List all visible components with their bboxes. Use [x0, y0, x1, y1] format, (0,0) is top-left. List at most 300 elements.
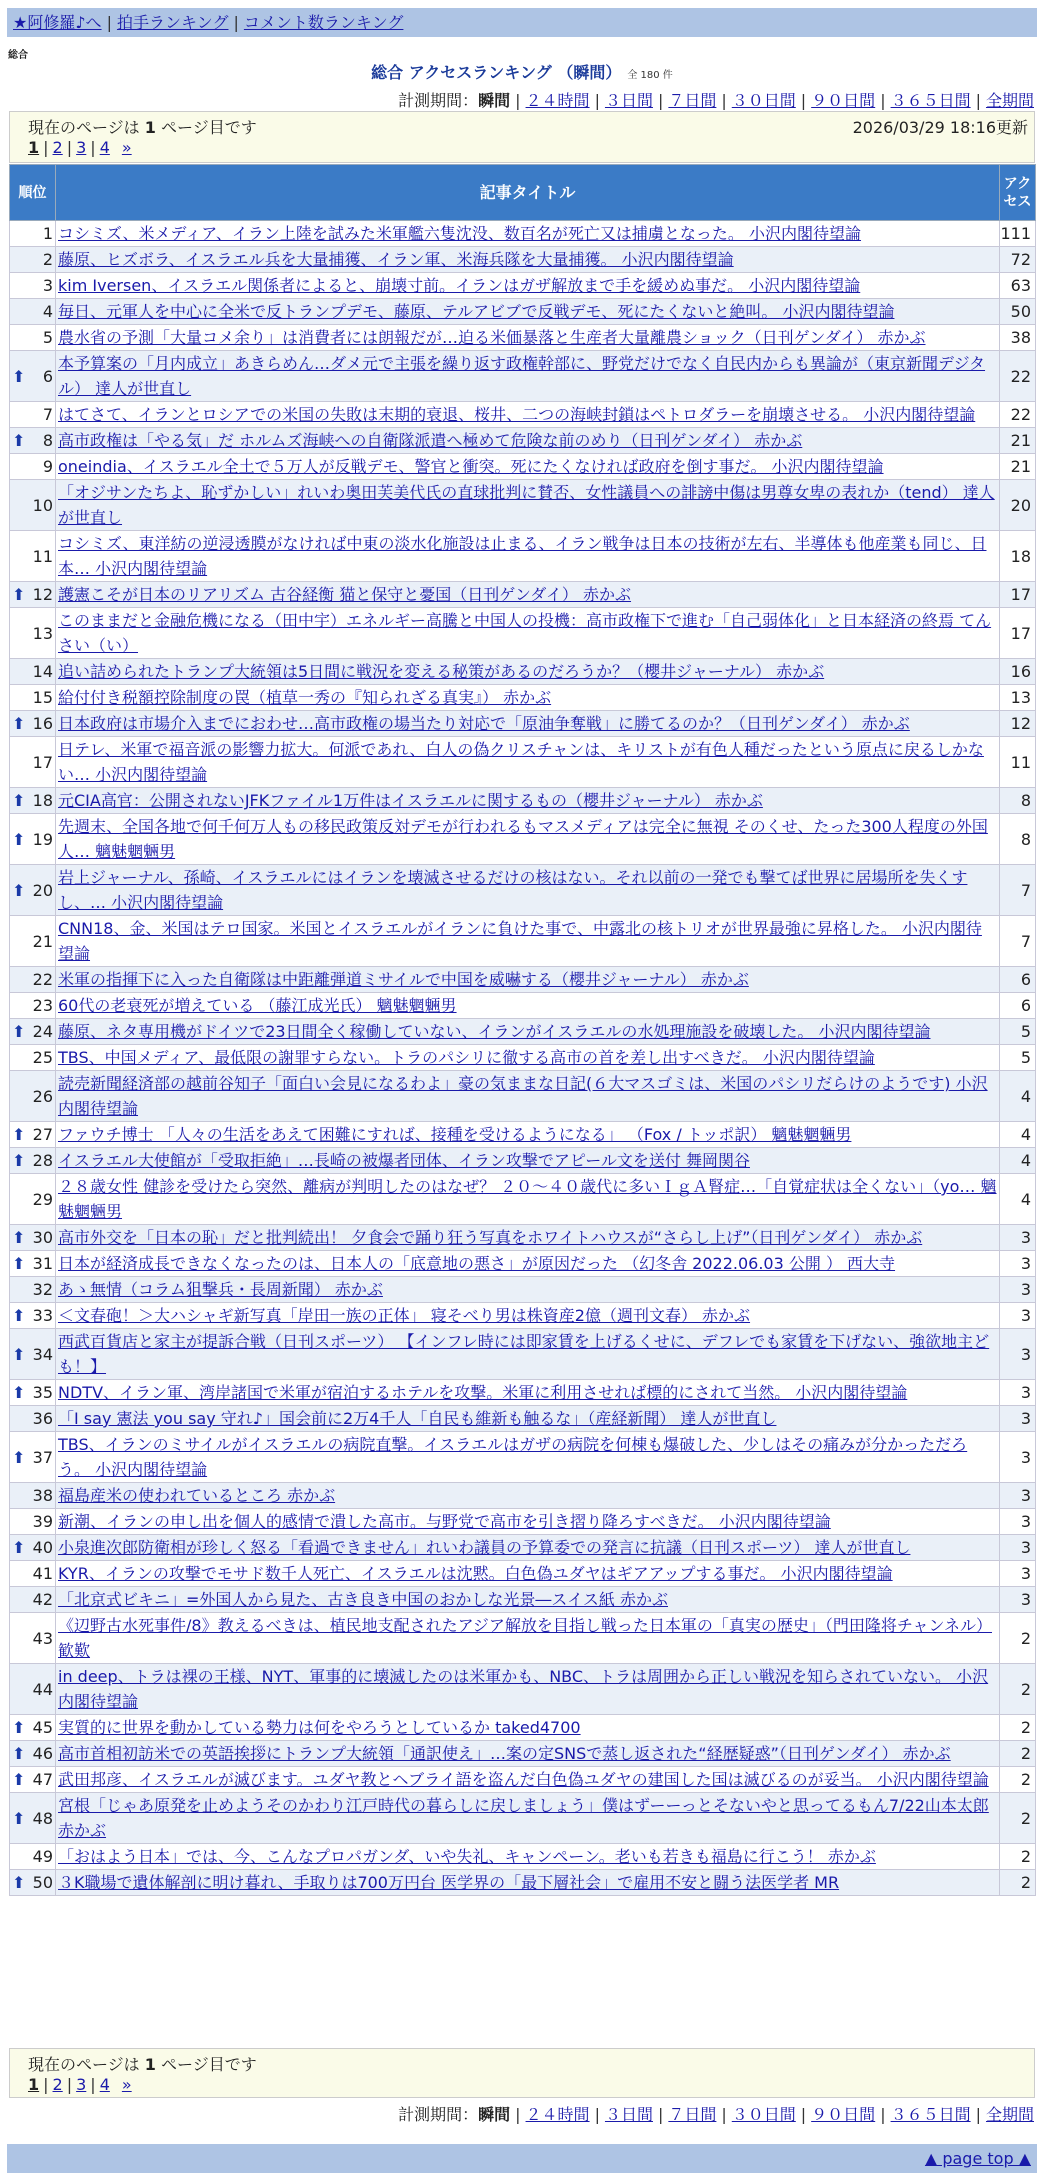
rank-number: 9 — [42, 457, 53, 476]
rank-up-arrow-icon: ⬆ — [12, 1383, 26, 1402]
title-cell — [56, 531, 1000, 582]
article-title-link[interactable]: KYR、イランの攻撃でモサド数千人死亡、イスラエルは沈黙。白色偽ユダヤはギアアップする事だ。 小沢内閣待望論 — [58, 1564, 893, 1583]
table-row — [10, 1225, 1036, 1251]
rank-cell — [10, 1613, 56, 1664]
rank-number: 42 — [32, 1590, 53, 1609]
access-count: 21 — [1000, 454, 1036, 480]
title-cell — [56, 1303, 1000, 1329]
table-row — [10, 325, 1036, 351]
rank-cell — [10, 273, 56, 299]
top-nav-bar — [7, 8, 1037, 37]
table-row — [10, 916, 1036, 967]
updated-timestamp: 2026/03/29 18:16更新 — [852, 118, 1028, 137]
article-title-link[interactable]: 日テレ、米軍で福音派の影響力拡大。何派であれ、白人の偽クリスチャンは、キリストが有色人種だったという原点に戻るしかない… 小沢内閣待望論 — [58, 740, 984, 784]
page-status-number: 1 — [144, 118, 156, 137]
rank-cell — [10, 1844, 56, 1870]
rank-cell — [10, 1483, 56, 1509]
title-cell — [56, 1045, 1000, 1071]
total-count: 全 180 件 — [627, 70, 673, 81]
period-30d-link[interactable]: ３０日間 — [731, 2105, 796, 2124]
table-row — [10, 1174, 1036, 1225]
rank-number: 14 — [32, 662, 53, 681]
table-row — [10, 247, 1036, 273]
article-title-link[interactable]: 「北京式ビキニ」=外国人から見た、古き良き中国のおかしな光景―スイス紙 赤かぶ — [58, 1590, 669, 1609]
table-row — [10, 1406, 1036, 1432]
table-row — [10, 1380, 1036, 1406]
article-title-link[interactable]: イスラエル大使館が「受取拒絶」…長崎の被爆者団体、イラン攻撃でアピール文を送付 舞岡関谷 — [58, 1151, 750, 1170]
page-separator: | — [43, 2075, 49, 2094]
rank-cell — [10, 582, 56, 608]
access-count: 8 — [1000, 788, 1036, 814]
period-90d-link[interactable]: ９０日間 — [811, 91, 876, 110]
access-count: 63 — [1000, 273, 1036, 299]
rank-number: 45 — [32, 1718, 53, 1737]
article-title-link[interactable]: 読売新聞経済部の越前谷知子「面白い会見になるわよ」豪の気ままな日記(６大マスゴミは、米国のパシリだらけのようです) 小沢内閣待望論 — [58, 1074, 988, 1118]
access-count: 3 — [1000, 1277, 1036, 1303]
rank-cell — [10, 1019, 56, 1045]
rank-cell — [10, 1122, 56, 1148]
article-title-link[interactable]: 毎日、元軍人を中心に全米で反トランプデモ、藤原、テルアビブで反戦デモ、死にたくないと絶叫。 小沢内閣待望論 — [58, 302, 895, 321]
title-cell — [56, 993, 1000, 1019]
footer-bar — [7, 2144, 1037, 2173]
rank-cell — [10, 299, 56, 325]
rank-number: 37 — [32, 1447, 53, 1467]
title-cell — [56, 916, 1000, 967]
rank-up-arrow-icon: ⬆ — [12, 1344, 26, 1364]
period-selector-top — [398, 88, 1034, 111]
title-cell — [56, 1767, 1000, 1793]
title-cell — [56, 737, 1000, 788]
rank-cell — [10, 1870, 56, 1896]
period-label: 計測期間： — [398, 2105, 479, 2124]
period-separator: | — [880, 2105, 886, 2124]
rank-number: 33 — [32, 1306, 53, 1325]
title-cell — [56, 1613, 1000, 1664]
period-separator: | — [594, 2105, 600, 2124]
period-separator: | — [721, 2105, 727, 2124]
page-next-link[interactable]: » — [121, 138, 132, 157]
rank-number: 41 — [32, 1564, 53, 1583]
rank-number: 47 — [32, 1770, 53, 1789]
article-title-link[interactable]: oneindia、イスラエル全土で５万人が反戦デモ、警官と衝突。死にたくなければ政府を倒す事だ。 小沢内閣待望論 — [58, 457, 884, 476]
period-all-link[interactable]: 全期間 — [985, 2105, 1034, 2124]
rank-up-arrow-icon: ⬆ — [12, 829, 26, 849]
rank-cell — [10, 1174, 56, 1225]
access-count: 111 — [1000, 221, 1036, 247]
title-cell — [56, 865, 1000, 916]
title-cell — [56, 1071, 1000, 1122]
rank-number: 34 — [32, 1344, 53, 1364]
rank-number: 24 — [32, 1022, 53, 1041]
rank-cell — [10, 1148, 56, 1174]
rank-up-arrow-icon: ⬆ — [12, 1873, 26, 1892]
page-status-suffix: ページ目です — [155, 2055, 257, 2074]
rank-number: 8 — [42, 431, 53, 450]
rank-cell — [10, 1303, 56, 1329]
table-row — [10, 1715, 1036, 1741]
period-7d-link[interactable]: ７日間 — [668, 91, 717, 110]
period-separator: | — [880, 91, 886, 110]
access-count: 2 — [1000, 1741, 1036, 1767]
rank-up-arrow-icon: ⬆ — [12, 1022, 26, 1041]
article-title-link[interactable]: あゝ無情（コラム狙撃兵・長周新聞） 赤かぶ — [58, 1280, 383, 1299]
rank-cell — [10, 711, 56, 737]
table-row — [10, 273, 1036, 299]
article-title-link[interactable]: 米軍の指揮下に入った自衛隊は中距離弾道ミサイルで中国を威嚇する（櫻井ジャーナル） 赤かぶ — [58, 970, 749, 989]
rank-number: 49 — [32, 1847, 53, 1866]
pager-top — [9, 111, 1035, 163]
nav-separator: | — [233, 13, 239, 32]
period-3d-link[interactable]: ３日間 — [604, 2105, 653, 2124]
title-cell — [56, 1561, 1000, 1587]
table-row — [10, 1071, 1036, 1122]
rank-number: 3 — [42, 276, 53, 295]
access-count: 7 — [1000, 865, 1036, 916]
article-title-link[interactable]: 元CIA高官：公開されないJFKファイル1万件はイスラエルに関するもの（櫻井ジャーナル） 赤かぶ — [58, 791, 763, 810]
rank-cell — [10, 221, 56, 247]
table-row — [10, 1122, 1036, 1148]
title-cell — [56, 428, 1000, 454]
page-status-prefix: 現在のページは — [28, 118, 145, 137]
article-title-link[interactable]: 藤原、ヒズボラ、イスラエル兵を大量捕獲、イラン軍、米海兵隊を大量捕獲。 小沢内閣待望論 — [58, 250, 734, 269]
article-title-link[interactable]: 追い詰められたトランプ大統領は5日間に戦況を変える秘策があるのだろうか？（櫻井ジャーナル） 赤かぶ — [58, 662, 825, 681]
article-title-link[interactable]: 60代の老衰死が増えている （藤江成光氏） 魑魅魍魎男 — [58, 996, 457, 1015]
rank-up-arrow-icon: ⬆ — [12, 1718, 26, 1737]
period-separator: | — [975, 2105, 981, 2124]
page-title-text: 総合 アクセスランキング （瞬間） — [371, 63, 622, 82]
period-all-link[interactable]: 全期間 — [985, 91, 1034, 110]
article-title-link[interactable]: 「おはよう日本」では、今、こんなプロパガンダ、いや失礼、キャンペーン。老いも若きも福島に行こう！ 赤かぶ — [58, 1847, 876, 1866]
rank-cell — [10, 737, 56, 788]
period-365d-link[interactable]: ３６５日間 — [890, 91, 971, 110]
title-cell — [56, 1225, 1000, 1251]
article-title-link[interactable]: ２８歳女性 健診を受けたら突然、離病が判明したのはなぜ？ ２０～４０歳代に多いＩｇＡ腎症…「自覚症状は全くない」（yo… 魑魅魍魎男 — [58, 1177, 997, 1221]
rank-cell — [10, 1225, 56, 1251]
article-title-link[interactable]: CNN18、金、米国はテロ国家。米国とイスラエルがイランに負けた事で、中露北の核トリオが世界最強に昇格した。 小沢内閣待望論 — [58, 919, 982, 963]
page-link-4[interactable]: 4 — [99, 2075, 110, 2094]
table-row — [10, 1251, 1036, 1277]
table-row — [10, 685, 1036, 711]
nav-clap-ranking-link[interactable]: 拍手ランキング — [116, 13, 229, 32]
rank-up-arrow-icon: ⬆ — [12, 791, 26, 810]
article-title-link[interactable]: kim Iversen、イスラエル関係者によると、崩壊寸前。イランはガザ解放まで手を緩めぬ事だ。 小沢内閣待望論 — [58, 276, 861, 295]
rank-number: 19 — [32, 829, 53, 849]
table-row — [10, 454, 1036, 480]
article-title-link[interactable]: 実質的に世界を動かしている勢力は何をやろうとしているか taked4700 — [58, 1718, 581, 1737]
table-row — [10, 221, 1036, 247]
table-row — [10, 865, 1036, 916]
period-24h-link[interactable]: ２４時間 — [525, 2105, 590, 2124]
rank-number: 13 — [32, 623, 53, 643]
rank-up-arrow-icon: ⬆ — [12, 1306, 26, 1325]
table-row — [10, 993, 1036, 1019]
nav-home-link[interactable]: ★阿修羅♪へ — [13, 13, 102, 32]
rank-number: 31 — [32, 1254, 53, 1273]
rank-cell — [10, 1767, 56, 1793]
access-count: 3 — [1000, 1225, 1036, 1251]
rank-up-arrow-icon: ⬆ — [12, 714, 26, 733]
period-7d-link[interactable]: ７日間 — [668, 2105, 717, 2124]
title-cell — [56, 325, 1000, 351]
rank-number: 32 — [32, 1280, 53, 1299]
rank-number: 15 — [32, 688, 53, 707]
table-row — [10, 1793, 1036, 1844]
rank-number: 21 — [32, 931, 53, 951]
article-title-link[interactable]: 農水省の予測「大量コメ余り」は消費者には朗報だが…迫る米価暴落と生産者大量離農ショック（日刊ゲンダイ） 赤かぶ — [58, 328, 926, 347]
title-cell — [56, 1741, 1000, 1767]
article-title-link[interactable]: ファウチ博士 「人々の生活をあえて困難にすれば、接種を受けるようになる」 （Fox / トッポ訳） 魑魅魍魎男 — [58, 1125, 852, 1144]
title-cell — [56, 1793, 1000, 1844]
table-row — [10, 1613, 1036, 1664]
page-status — [28, 2052, 257, 2075]
period-separator: | — [515, 2105, 521, 2124]
rank-cell — [10, 325, 56, 351]
table-row — [10, 402, 1036, 428]
rank-up-arrow-icon: ⬆ — [12, 1254, 26, 1273]
period-30d-link[interactable]: ３０日間 — [731, 91, 796, 110]
article-title-link[interactable]: 日本が経済成長できなくなったのは、日本人の「底意地の悪さ」が原因だった （幻冬舎 2022.06.03 公開 ） 西大寺 — [58, 1254, 896, 1273]
article-title-link[interactable]: 先週末、全国各地で何千何万人もの移民政策反対デモが行われるもマスメディアは完全に無視 そのくせ、たった300人程度の外国人… 魑魅魍魎男 — [58, 817, 988, 861]
rank-number: 16 — [32, 714, 53, 733]
period-label: 計測期間： — [398, 91, 479, 110]
access-count: 4 — [1000, 1148, 1036, 1174]
access-count: 21 — [1000, 428, 1036, 454]
rank-number: 17 — [32, 752, 53, 772]
article-title-link[interactable]: ３K職場で遺体解剖に明け暮れ、手取りは700万円台 医学界の「最下層社会」で雇用不安と闘う法医学者 MR — [58, 1873, 840, 1892]
access-count: 13 — [1000, 685, 1036, 711]
article-title-link[interactable]: NDTV、イラン軍、湾岸諸国で米軍が宿泊するホテルを攻撃。米軍に利用させれば標的にされて当然。 小沢内閣待望論 — [58, 1383, 908, 1402]
page-separator: | — [66, 2075, 73, 2094]
access-count: 3 — [1000, 1535, 1036, 1561]
rank-number: 18 — [32, 791, 53, 810]
period-365d-link[interactable]: ３６５日間 — [890, 2105, 971, 2124]
nav-comment-ranking-link[interactable]: コメント数ランキング — [243, 13, 404, 32]
article-title-link[interactable]: in deep、トラは裸の王様、NYT、軍事的に壊滅したのは米軍かも、NBC、トラは周囲から正しい戦況を知らされていない。 小沢内閣待望論 — [58, 1667, 989, 1711]
period-separator: | — [975, 91, 981, 110]
table-row — [10, 351, 1036, 402]
table-row — [10, 1664, 1036, 1715]
rank-cell — [10, 1561, 56, 1587]
article-title-link[interactable]: TBS、中国メディア、最低限の謝罪すらない。トラのパシリに徹する高市の首を差し出すべきだ。 小沢内閣待望論 — [58, 1048, 875, 1067]
article-title-link[interactable]: 宮根「じゃあ原発を止めようそのかわり江戸時代の暮らしに戻しましょう」僕はずーーっとそないやと思ってるもん7/22山本太郎 赤かぶ — [58, 1796, 989, 1840]
access-count: 8 — [1000, 814, 1036, 865]
table-row — [10, 1587, 1036, 1613]
rank-cell — [10, 428, 56, 454]
rank-number: 4 — [42, 302, 53, 321]
article-title-link[interactable]: 藤原、ネタ専用機がドイツで23日間全く稼働していない、イランがイスラエルの水処理施設を破壊した。 小沢内閣待望論 — [58, 1022, 931, 1041]
rank-up-arrow-icon: ⬆ — [12, 431, 26, 450]
period-separator: | — [594, 91, 600, 110]
ranking-table — [9, 164, 1036, 1896]
article-title-link[interactable]: このままだと金融危機になる（田中宇）エネルギー高騰と中国人の投機：高市政権下で進む「自己弱体化」と日本経済の終焉 てんさい（い） — [58, 611, 992, 655]
access-count: 3 — [1000, 1561, 1036, 1587]
article-title-link[interactable]: 「オジサンたちよ、恥ずかしい」れいわ奥田芙美代氏の直球批判に賛否、女性議員への誹謗中傷は男尊女卑の表れか（tend） 達人が世直し — [58, 483, 995, 527]
access-count: 2 — [1000, 1664, 1036, 1715]
period-separator: | — [657, 91, 664, 110]
page-separator: | — [90, 138, 96, 157]
article-title-link[interactable]: 小泉進次郎防衛相が珍しく怒る「看過できません」れいわ議員の予算委での発言に抗議（日刊スポーツ） 達人が世直し — [58, 1538, 911, 1557]
table-row — [10, 582, 1036, 608]
table-row — [10, 1045, 1036, 1071]
article-title-link[interactable]: 給付付き税額控除制度の罠（植草一秀の『知られざる真実』） 赤かぶ — [58, 688, 552, 707]
period-separator: | — [721, 91, 727, 110]
table-row — [10, 659, 1036, 685]
access-count: 2 — [1000, 1870, 1036, 1896]
title-cell — [56, 711, 1000, 737]
access-count: 3 — [1000, 1380, 1036, 1406]
table-row — [10, 1561, 1036, 1587]
table-row — [10, 1741, 1036, 1767]
title-cell — [56, 247, 1000, 273]
table-row — [10, 1535, 1036, 1561]
access-count: 3 — [1000, 1432, 1036, 1483]
period-24h-link[interactable]: ２４時間 — [525, 91, 590, 110]
rank-number: 2 — [42, 250, 53, 269]
rank-cell — [10, 1329, 56, 1380]
rank-up-arrow-icon: ⬆ — [12, 1744, 26, 1763]
page-link-2[interactable]: 2 — [52, 2075, 63, 2094]
article-title-link[interactable]: 福島産米の使われているところ 赤かぶ — [58, 1486, 336, 1505]
rank-cell — [10, 1251, 56, 1277]
rank-number: 38 — [32, 1486, 53, 1505]
table-row — [10, 299, 1036, 325]
rank-column-header: 順位 — [10, 165, 56, 221]
rank-number: 36 — [32, 1409, 53, 1428]
title-cell — [56, 1406, 1000, 1432]
access-count: 20 — [1000, 480, 1036, 531]
access-count: 3 — [1000, 1406, 1036, 1432]
rank-cell — [10, 351, 56, 402]
rank-up-arrow-icon: ⬆ — [12, 1151, 26, 1170]
article-title-link[interactable]: 高市政権は「やる気」だ ホルムズ海峡への自衛隊派遣へ極めて危険な前のめり（日刊ゲンダイ） 赤かぶ — [58, 431, 803, 450]
rank-number: 22 — [32, 970, 53, 989]
article-title-link[interactable]: 高市首相初訪米での英語挨拶にトランプ大統領「通訳使え」…案の定SNSで蒸し返された“経歴疑惑”（日刊ゲンダイ） 赤かぶ — [58, 1744, 951, 1763]
access-count: 22 — [1000, 402, 1036, 428]
rank-number: 11 — [32, 546, 53, 566]
title-cell — [56, 1509, 1000, 1535]
access-count: 2 — [1000, 1793, 1036, 1844]
period-current: 瞬間 — [478, 2105, 511, 2124]
rank-up-arrow-icon: ⬆ — [12, 1447, 26, 1467]
access-count: 12 — [1000, 711, 1036, 737]
access-count: 3 — [1000, 1303, 1036, 1329]
title-cell — [56, 1277, 1000, 1303]
article-title-link[interactable]: 護憲こそが日本のリアリズム 古谷経衡 猫と保守と憂国（日刊ゲンダイ） 赤かぶ — [58, 585, 632, 604]
article-title-link[interactable]: コシミズ、米メディア、イラン上陸を試みた米軍艦六隻沈没、数百名が死亡又は捕虜となった。 小沢内閣待望論 — [58, 224, 862, 243]
title-cell — [56, 1329, 1000, 1380]
access-count: 2 — [1000, 1613, 1036, 1664]
page-next-link[interactable]: » — [121, 2075, 132, 2094]
article-title-link[interactable]: はてさて、イランとロシアでの米国の失敗は末期的衰退、桜井、二つの海峡封鎖はペトロダラーを崩壊させる。 小沢内閣待望論 — [58, 405, 976, 424]
rank-number: 50 — [32, 1873, 53, 1892]
rank-number: 44 — [32, 1679, 53, 1699]
access-count: 72 — [1000, 247, 1036, 273]
article-title-link[interactable]: ＜文春砲！＞大ハシャギ新写真「岸田一族の正体」 寝そべり男は株資産2億（週刊文春） 赤かぶ — [58, 1306, 751, 1325]
article-title-link[interactable]: コシミズ、東洋紡の逆浸透膜がなければ中東の淡水化施設は止まる、イラン戦争は日本の技術が左右、半導体も他産業も同じ、日本… 小沢内閣待望論 — [58, 534, 987, 578]
article-title-link[interactable]: 高市外交を「日本の恥」だと批判続出！ 夕食会で踊り狂う写真をホワイトハウスが“さらし上げ”（日刊ゲンダイ） 赤かぶ — [58, 1228, 923, 1247]
article-title-link[interactable]: 新潮、イランの申し出を個人的感情で潰した高市。与野党で高市を引き摺り降ろすべきだ。 小沢内閣待望論 — [58, 1512, 831, 1531]
page-status-prefix: 現在のページは — [28, 2055, 145, 2074]
title-cell — [56, 1483, 1000, 1509]
rank-number: 5 — [42, 328, 53, 347]
rank-cell — [10, 1071, 56, 1122]
table-row — [10, 737, 1036, 788]
rank-number: 40 — [32, 1538, 53, 1557]
page-link-2[interactable]: 2 — [52, 138, 63, 157]
rank-cell — [10, 1380, 56, 1406]
rank-up-arrow-icon: ⬆ — [12, 1770, 26, 1789]
article-title-link[interactable]: 武田邦彦、イスラエルが滅びます。ユダヤ教とヘブライ語を盗んだ白色偽ユダヤの建国した国は滅びるのが妥当。 小沢内閣待望論 — [58, 1770, 989, 1789]
rank-cell — [10, 454, 56, 480]
table-row — [10, 1483, 1036, 1509]
article-title-link[interactable]: 「I say 憲法 you say 守れ♪」国会前に2万4千人「自民も維新も触るな」（産経新聞） 達人が世直し — [58, 1409, 777, 1428]
period-separator: | — [800, 91, 807, 110]
period-90d-link[interactable]: ９０日間 — [811, 2105, 876, 2124]
rank-number: 25 — [32, 1048, 53, 1067]
title-cell — [56, 299, 1000, 325]
page-separator: | — [43, 138, 49, 157]
title-cell — [56, 351, 1000, 402]
rank-up-arrow-icon: ⬆ — [12, 1228, 26, 1247]
article-title-link[interactable]: TBS、イランのミサイルがイスラエルの病院直撃。イスラエルはガザの病院を何棟も爆破した、少しはその痛みが分かっただろう。 小沢内閣待望論 — [58, 1435, 968, 1479]
rank-cell — [10, 480, 56, 531]
article-title-link[interactable]: 西武百貨店と家主が提訴合戦（日刊スポーツ） 【インフレ時には即家賃を上げるくせに、デフレでも家賃を下げない、強欲地主ども！】 — [58, 1332, 990, 1376]
access-count: 17 — [1000, 582, 1036, 608]
page-link-1[interactable]: 1 — [28, 2075, 40, 2094]
table-row — [10, 1148, 1036, 1174]
access-count: 2 — [1000, 1715, 1036, 1741]
page-status-number: 1 — [144, 2055, 156, 2074]
table-row — [10, 428, 1036, 454]
title-cell — [56, 1148, 1000, 1174]
rank-cell — [10, 788, 56, 814]
page-link-3[interactable]: 3 — [76, 2075, 87, 2094]
period-3d-link[interactable]: ３日間 — [604, 91, 653, 110]
table-row — [10, 1870, 1036, 1896]
table-row — [10, 1509, 1036, 1535]
article-title-link[interactable]: 岩上ジャーナル、孫崎、イスラエルにはイランを壊滅させるだけの核はない。それ以前の一発でも撃てば世界に居場所を失くすし、… 小沢内閣待望論 — [58, 868, 968, 912]
pager-bottom — [9, 2048, 1035, 2098]
period-separator: | — [515, 91, 521, 110]
period-selector-bottom — [398, 2102, 1034, 2125]
rank-number: 39 — [32, 1512, 53, 1531]
table-row — [10, 1019, 1036, 1045]
page-top-link[interactable]: ▲ page top ▲ — [924, 2149, 1031, 2168]
title-cell — [56, 221, 1000, 247]
title-cell — [56, 814, 1000, 865]
article-title-link[interactable]: 《辺野古水死事件/8》教えるべきは、植民地支配されたアジア解放を目指し戦った日本軍の「真実の歴史」（門田隆将チャンネル） 歓歎 — [58, 1616, 992, 1660]
page-link-3[interactable]: 3 — [76, 138, 87, 157]
rank-cell — [10, 685, 56, 711]
rank-number: 48 — [32, 1808, 53, 1828]
page-separator: | — [90, 2075, 96, 2094]
page-link-4[interactable]: 4 — [99, 138, 110, 157]
rank-cell — [10, 1509, 56, 1535]
title-cell — [56, 1715, 1000, 1741]
article-title-link[interactable]: 日本政府は市場介入までにおわせ…高市政権の場当たり対応で「原油争奪戦」に勝てるのか？（日刊ゲンダイ） 赤かぶ — [58, 714, 910, 733]
title-cell — [56, 608, 1000, 659]
title-cell — [56, 1587, 1000, 1613]
article-title-link[interactable]: 本予算案の「月内成立」あきらめん…ダメ元で主張を繰り返す政権幹部に、野党だけでなく自民内からも異論が（東京新聞デジタル） 達人が世直し — [58, 354, 986, 398]
table-row — [10, 608, 1036, 659]
title-column-header: 記事タイトル — [56, 165, 1000, 221]
page-link-1[interactable]: 1 — [28, 138, 40, 157]
title-cell — [56, 1380, 1000, 1406]
title-cell — [56, 1535, 1000, 1561]
access-count: 7 — [1000, 916, 1036, 967]
rank-up-arrow-icon: ⬆ — [12, 1125, 26, 1144]
access-count: 11 — [1000, 737, 1036, 788]
